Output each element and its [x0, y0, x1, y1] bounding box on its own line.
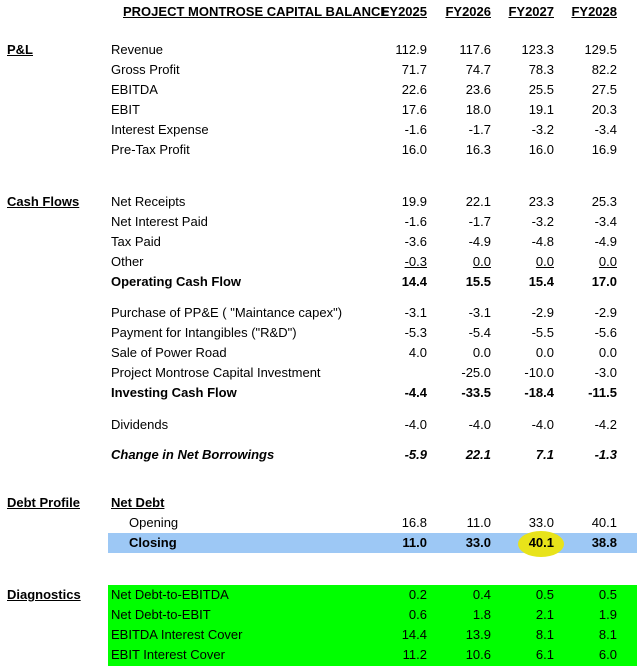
row-label: Closing — [129, 535, 177, 550]
row-label: Payment for Intangibles ("R&D") — [111, 325, 297, 340]
row-label: Net Debt-to-EBITDA — [111, 587, 229, 602]
cell: -25.0 — [461, 365, 491, 380]
cell: 0.0 — [472, 254, 491, 269]
cell: 0.5 — [598, 587, 617, 602]
cell: 16.0 — [401, 142, 427, 157]
cell: 0.0 — [535, 254, 554, 269]
cell: -4.9 — [594, 234, 617, 249]
cell: 17.0 — [591, 274, 617, 289]
cell: 11.0 — [402, 535, 427, 550]
row-label: Sale of Power Road — [111, 345, 227, 360]
cell: 13.9 — [465, 627, 491, 642]
row-label: Gross Profit — [111, 62, 180, 77]
cell: 23.3 — [528, 194, 554, 209]
cell: -3.6 — [404, 234, 427, 249]
cell: -4.9 — [468, 234, 491, 249]
cell: 6.1 — [535, 647, 554, 662]
cell: 123.3 — [521, 42, 554, 57]
cell: 0.0 — [598, 345, 617, 360]
cell: 23.6 — [465, 82, 491, 97]
cell: 38.8 — [591, 535, 617, 550]
cell: 74.7 — [465, 62, 491, 77]
cell: 7.1 — [535, 447, 554, 462]
cell: 40.1 — [591, 515, 617, 530]
cell: 11.2 — [402, 647, 427, 662]
row-label: Net Interest Paid — [111, 214, 208, 229]
cell: -5.5 — [531, 325, 554, 340]
cell: -10.0 — [524, 365, 554, 380]
cell: -5.6 — [594, 325, 617, 340]
cell: 0.4 — [472, 587, 491, 602]
row-label: Revenue — [111, 42, 164, 57]
cell: -1.7 — [468, 214, 491, 229]
cell: -3.4 — [594, 122, 617, 137]
cell: 33.0 — [465, 535, 491, 550]
cell: -5.4 — [468, 325, 491, 340]
cell: 4.0 — [408, 345, 427, 360]
cell: -4.8 — [531, 234, 554, 249]
row-label: Tax Paid — [111, 234, 161, 249]
cell: 78.3 — [528, 62, 554, 77]
cell: 18.0 — [465, 102, 491, 117]
cell: -33.5 — [461, 385, 491, 400]
year-header-fy2027: FY2027 — [508, 4, 554, 19]
cell: -5.9 — [404, 447, 427, 462]
cell: -4.4 — [404, 385, 427, 400]
cell: -3.2 — [531, 122, 554, 137]
cell: 8.1 — [598, 627, 617, 642]
cell: 19.1 — [528, 102, 554, 117]
year-header-fy2026: FY2026 — [445, 4, 491, 19]
row-label: EBIT — [111, 102, 140, 117]
section-debt-profile: Debt Profile — [7, 495, 80, 510]
cell: -1.6 — [404, 122, 427, 137]
row-label: EBIT Interest Cover — [111, 647, 225, 662]
cell: 0.0 — [535, 345, 554, 360]
cell: -4.0 — [404, 417, 427, 432]
section-cash-flows: Cash Flows — [7, 194, 80, 209]
cell: -2.9 — [531, 305, 554, 320]
row-label: Other — [111, 254, 144, 269]
row-label: Net Receipts — [111, 194, 186, 209]
cell: 0.0 — [598, 254, 617, 269]
row-label: Project Montrose Capital Investment — [111, 365, 321, 380]
cell: 6.0 — [598, 647, 617, 662]
cell: 40.1 — [528, 535, 554, 550]
cell: 0.2 — [408, 587, 427, 602]
cell: 25.5 — [528, 82, 554, 97]
row-label: Dividends — [111, 417, 169, 432]
row-label: Change in Net Borrowings — [111, 447, 275, 462]
cell: 10.6 — [465, 647, 491, 662]
cell: 129.5 — [584, 42, 617, 57]
cell: -4.2 — [594, 417, 617, 432]
row-label: EBITDA Interest Cover — [111, 627, 243, 642]
cell: 0.0 — [472, 345, 491, 360]
cell: -4.0 — [531, 417, 554, 432]
net-debt-heading: Net Debt — [111, 495, 165, 510]
cell: 2.1 — [535, 607, 554, 622]
cell: -5.3 — [404, 325, 427, 340]
cell: -2.9 — [594, 305, 617, 320]
row-label: Pre-Tax Profit — [111, 142, 190, 157]
cell: 16.8 — [401, 515, 427, 530]
cell: 112.9 — [395, 42, 427, 57]
cell: 0.6 — [408, 607, 427, 622]
row-label: Operating Cash Flow — [111, 274, 242, 289]
cell: -1.6 — [404, 214, 427, 229]
cell: 1.8 — [472, 607, 491, 622]
cell: 1.9 — [598, 607, 617, 622]
cell: -3.0 — [594, 365, 617, 380]
cell: 15.5 — [465, 274, 491, 289]
cell: 22.1 — [465, 194, 491, 209]
cell: -11.5 — [588, 385, 617, 400]
cell: 8.1 — [535, 627, 554, 642]
cell: 20.3 — [591, 102, 617, 117]
cell: 0.5 — [535, 587, 554, 602]
page-title: PROJECT MONTROSE CAPITAL BALANCE — [123, 4, 390, 19]
cell: -1.7 — [468, 122, 491, 137]
cell: 25.3 — [591, 194, 617, 209]
year-header-fy2028: FY2028 — [571, 4, 617, 19]
cell: 19.9 — [401, 194, 427, 209]
cell: 14.4 — [401, 627, 427, 642]
year-header-fy2025: FY2025 — [381, 4, 427, 19]
cell: 17.6 — [401, 102, 427, 117]
cell: 82.2 — [591, 62, 617, 77]
cell: 33.0 — [528, 515, 554, 530]
cell: -1.3 — [594, 447, 617, 462]
row-label: Opening — [129, 515, 179, 530]
cell: 15.4 — [528, 274, 554, 289]
cell: 22.6 — [401, 82, 427, 97]
section-diagnostics: Diagnostics — [7, 587, 81, 602]
row-label: Net Debt-to-EBIT — [111, 607, 211, 622]
cell: -3.4 — [594, 214, 617, 229]
cell: -18.4 — [524, 385, 554, 400]
cell: -4.0 — [468, 417, 491, 432]
section-pl: P&L — [7, 42, 33, 57]
cell: 16.9 — [591, 142, 617, 157]
cell: 14.4 — [401, 274, 427, 289]
cell: 11.0 — [466, 515, 491, 530]
row-label: Interest Expense — [111, 122, 209, 137]
cell: -3.1 — [468, 305, 491, 320]
row-label: EBITDA — [111, 82, 158, 97]
cell: 22.1 — [465, 447, 491, 462]
cell: -3.2 — [531, 214, 554, 229]
cell: -3.1 — [404, 305, 427, 320]
cell: 27.5 — [591, 82, 617, 97]
cell: 16.0 — [528, 142, 554, 157]
row-label: Investing Cash Flow — [111, 385, 237, 400]
cell: 117.6 — [459, 42, 491, 57]
cell: 71.7 — [401, 62, 427, 77]
cell: 16.3 — [465, 142, 491, 157]
cell: -0.3 — [404, 254, 427, 269]
row-label: Purchase of PP&E ( "Maintance capex") — [111, 305, 343, 320]
